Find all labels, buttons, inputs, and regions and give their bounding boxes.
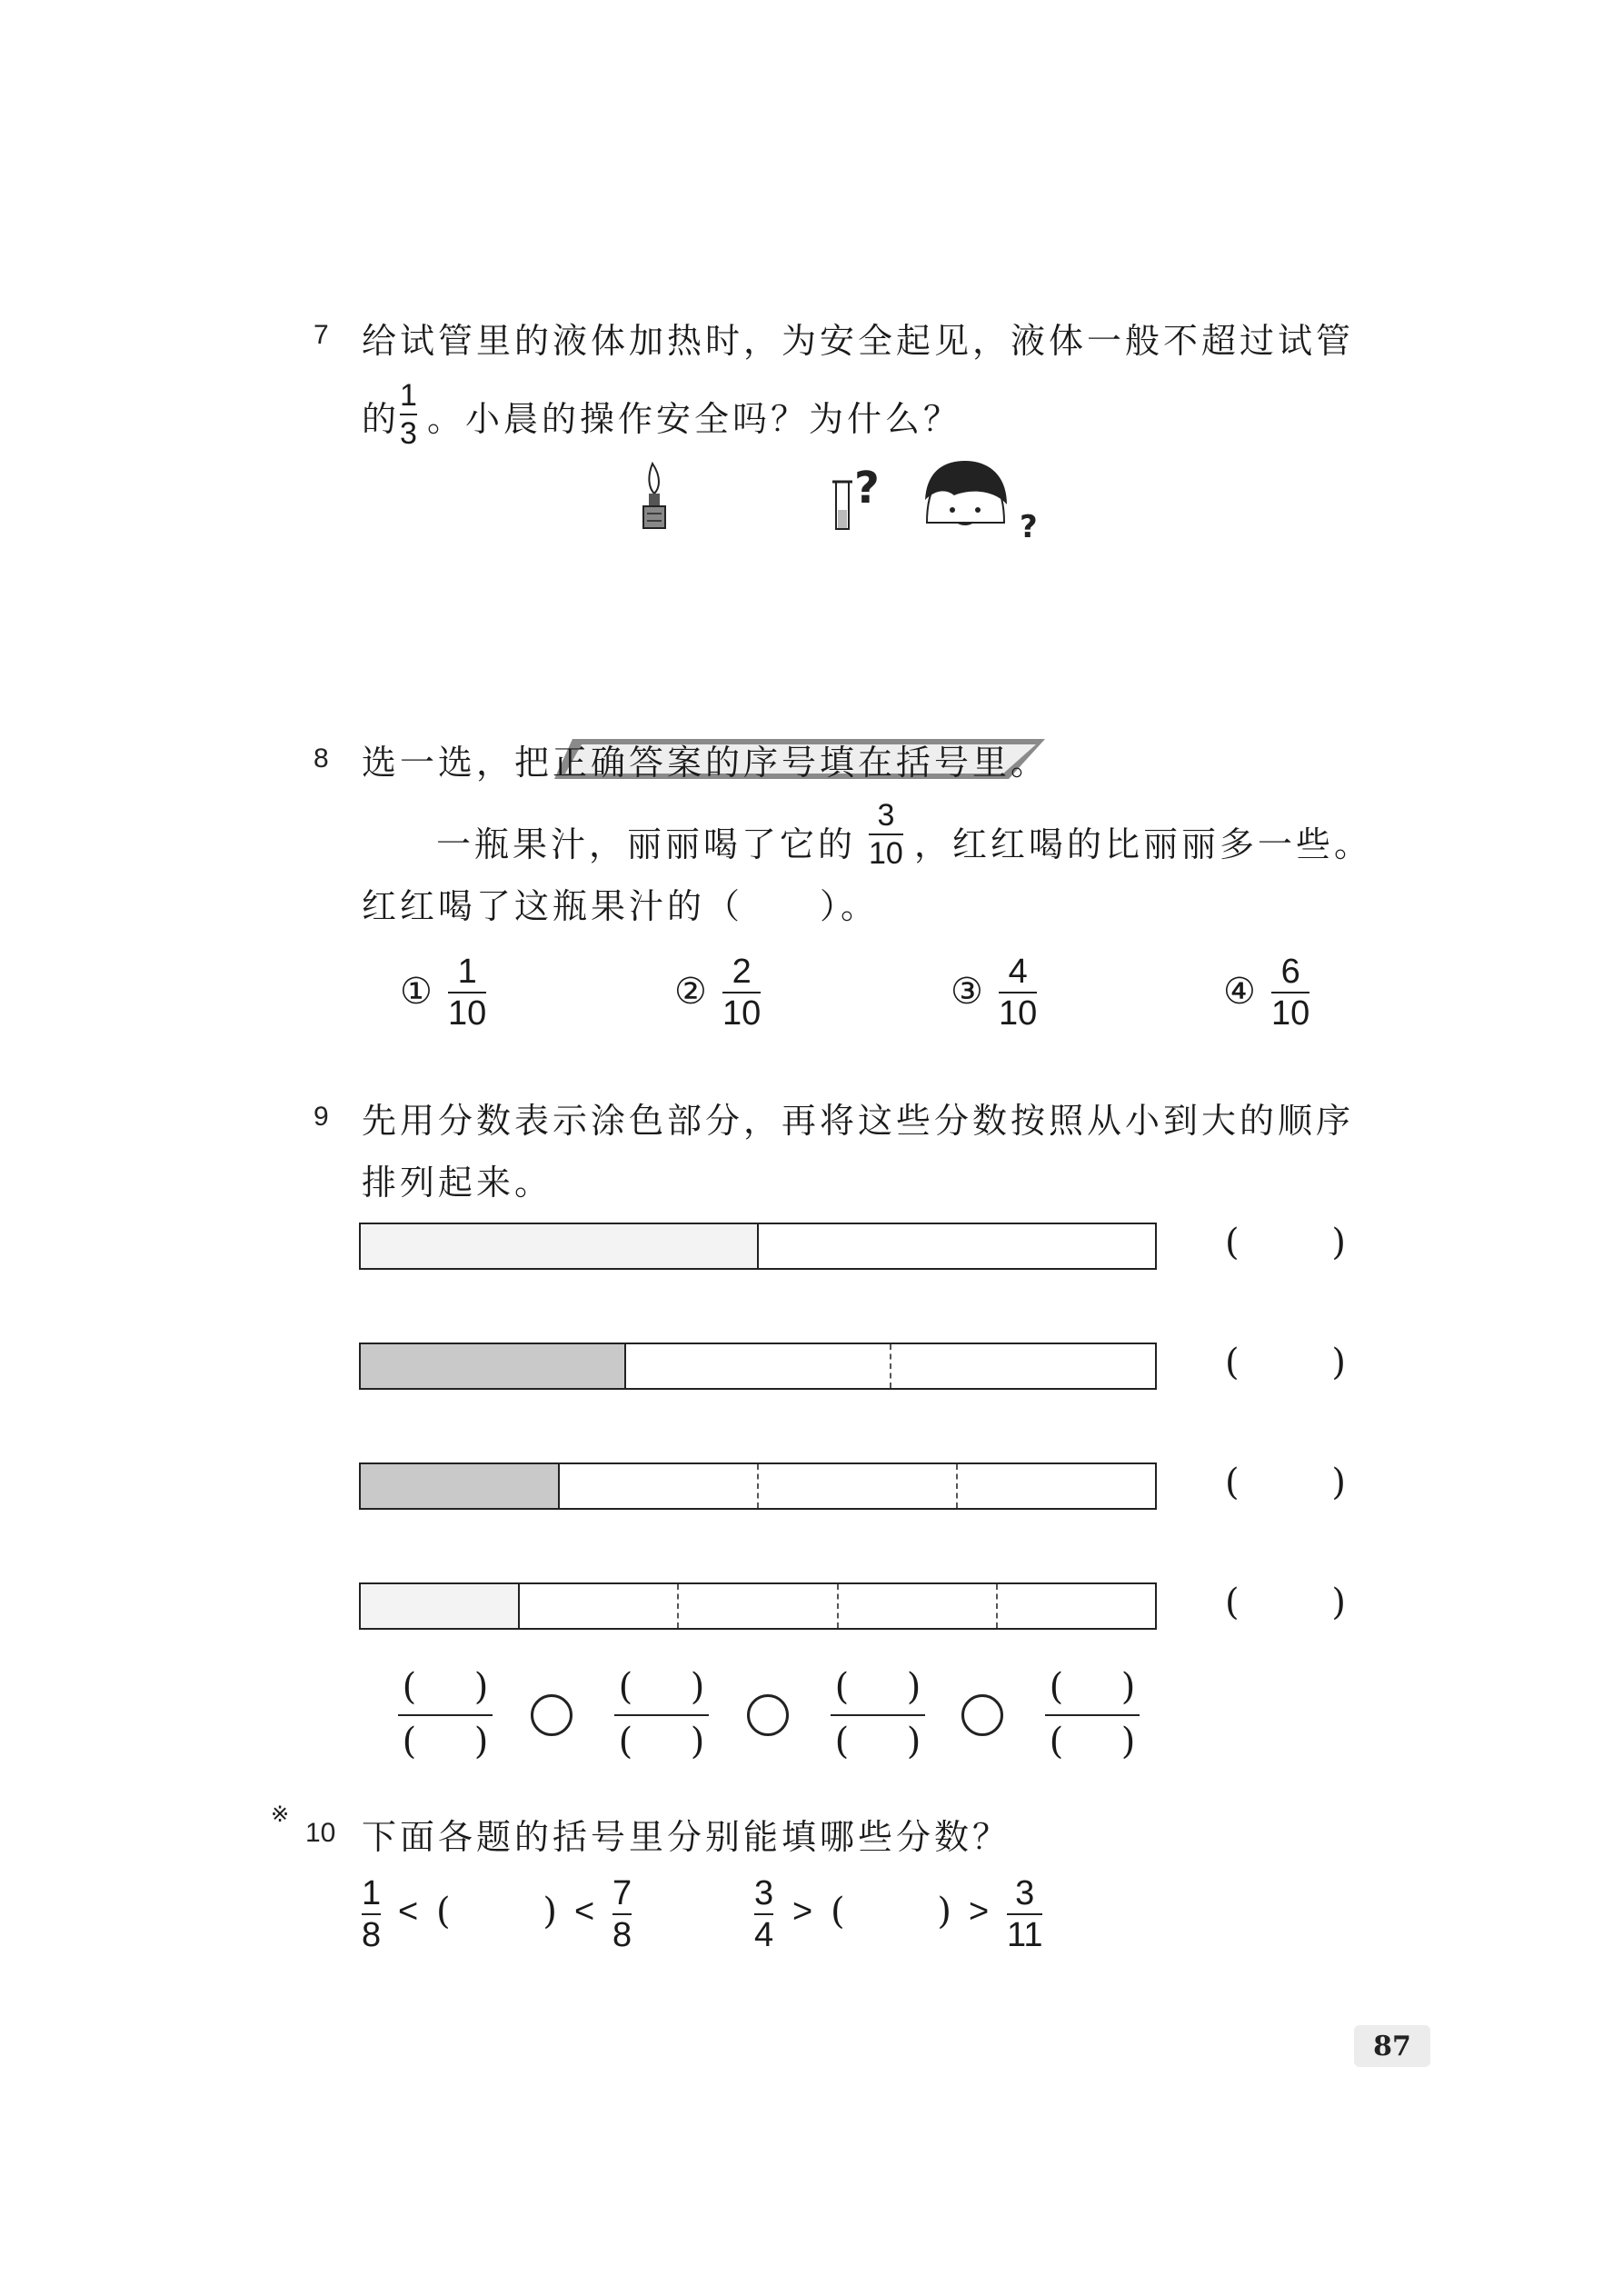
boy-face-icon — [925, 461, 1007, 524]
order-blank-1-denominator: ( ) — [402, 1721, 489, 1762]
q10-marker: ※ — [271, 1802, 290, 1827]
q8-option-4-bar — [1271, 992, 1309, 993]
strip-4-answer-blank[interactable]: ( ) — [1225, 1582, 1346, 1623]
ex2-right-bar — [1007, 1913, 1042, 1915]
q10-number: 10 — [305, 1818, 336, 1848]
order-blank-4-numerator: ( ) — [1049, 1666, 1136, 1708]
ex1-op1: < — [398, 1892, 423, 1931]
q8-option-3-fraction — [999, 954, 1037, 1031]
strip-1-part — [757, 1224, 1155, 1268]
q7-fraction-bar — [400, 414, 417, 415]
strip-3-part — [558, 1464, 757, 1508]
ex2-right-fraction — [1007, 1876, 1042, 1952]
ex2-op1: > — [792, 1892, 817, 1931]
q8-option-4-mark: ④ — [1223, 971, 1260, 1013]
ex2-blank[interactable]: ( ) — [831, 1891, 951, 1932]
order-fraction-blank-1[interactable] — [398, 1666, 493, 1762]
q8-option-4-fraction — [1271, 954, 1309, 1031]
strip-1-shaded-part — [361, 1224, 757, 1268]
q8-option-2-bar — [722, 992, 761, 993]
order-fraction-blank-3[interactable] — [831, 1666, 925, 1762]
strip-2-part — [624, 1344, 890, 1388]
order-blank-1-numerator: ( ) — [402, 1666, 489, 1708]
ex1-right-numerator: 7 — [612, 1874, 632, 1912]
ex1-op2: < — [574, 1892, 599, 1931]
fraction-strip-1 — [359, 1223, 1157, 1270]
ex2-left-fraction — [754, 1876, 773, 1952]
ex2-right-numerator: 3 — [1015, 1874, 1035, 1912]
ex1-right-bar — [612, 1913, 632, 1915]
strip-4-part — [837, 1584, 996, 1628]
q8-option-3-mark: ③ — [951, 971, 987, 1013]
strip-2-shaded-part — [361, 1344, 624, 1388]
page-number: 87 — [1354, 2025, 1430, 2067]
order-fraction-blank-4[interactable] — [1045, 1666, 1140, 1762]
question-mark-icon: ? — [854, 463, 880, 514]
q8-option-3-denominator: 10 — [999, 994, 1038, 1033]
q7-fraction — [400, 380, 417, 449]
q8-option-1-numerator: 1 — [457, 953, 477, 991]
q8-option-2-numerator: 2 — [732, 953, 752, 991]
order-blank-1-bar — [398, 1714, 493, 1716]
q8-fraction-numerator: 3 — [877, 798, 895, 833]
q8-line1-post: ，红红喝的比丽丽多一些。 — [914, 824, 1373, 864]
q7-fraction-denominator: 3 — [400, 416, 417, 451]
strip-3-part — [956, 1464, 1155, 1508]
strip-3-answer-blank[interactable]: ( ) — [1225, 1462, 1346, 1503]
order-blank-3-bar — [831, 1714, 925, 1716]
test-tube-icon — [832, 482, 852, 529]
q8-option-1-denominator: 10 — [448, 994, 487, 1033]
q8-option-4-denominator: 10 — [1271, 994, 1310, 1033]
q8-option-2-mark: ② — [674, 971, 711, 1013]
order-blank-4-denominator: ( ) — [1049, 1721, 1136, 1762]
q9-line1: 先用分数表示涂色部分，再将这些分数按照从小到大的顺序 — [362, 1101, 1355, 1141]
q9-number: 9 — [314, 1102, 329, 1132]
strip-2-answer-blank[interactable]: ( ) — [1225, 1342, 1346, 1383]
q8-number: 8 — [314, 744, 329, 774]
q7-illustration — [627, 450, 1063, 541]
ex1-left-numerator: 1 — [362, 1874, 382, 1912]
q7-fraction-numerator: 1 — [400, 378, 417, 413]
ex1-left-denominator: 8 — [362, 1916, 382, 1954]
compare-circle-1[interactable] — [531, 1694, 573, 1736]
strip-4-part — [518, 1584, 677, 1628]
order-blank-4-bar — [1045, 1714, 1140, 1716]
q8-option-1-mark: ① — [400, 971, 436, 1013]
order-blank-2-bar — [614, 1714, 709, 1716]
ex2-left-numerator: 3 — [754, 1874, 774, 1912]
order-blank-3-numerator: ( ) — [834, 1666, 921, 1708]
q8-line2: 红红喝了这瓶果汁的（ ）。 — [362, 886, 880, 926]
ex2-op2: > — [969, 1892, 993, 1931]
alcohol-lamp-icon — [643, 464, 665, 528]
q8-option-3-bar — [999, 992, 1037, 993]
strip-1-answer-blank[interactable]: ( ) — [1225, 1222, 1346, 1263]
q8-option-3-numerator: 4 — [1008, 953, 1028, 991]
ex1-right-fraction — [612, 1876, 632, 1952]
q7-line1: 给试管里的液体加热时，为安全起见，液体一般不超过试管 — [362, 321, 1355, 361]
q8-line1-pre: 一瓶果汁，丽丽喝了它的 — [436, 824, 857, 864]
order-blank-2-numerator: ( ) — [618, 1666, 705, 1708]
q10-text: 下面各题的括号里分别能填哪些分数？ — [362, 1817, 1011, 1857]
q8-option-4-numerator: 6 — [1280, 953, 1300, 991]
ex2-left-denominator: 4 — [754, 1916, 774, 1954]
ex1-blank[interactable]: ( ) — [436, 1891, 557, 1932]
ex1-left-bar — [362, 1913, 381, 1915]
q8-option-1-bar — [448, 992, 486, 993]
q7-line2-post: 。小晨的操作安全吗？为什么？ — [427, 399, 962, 439]
q8-fraction-denominator: 10 — [869, 836, 903, 871]
q8-option-1-fraction — [448, 954, 486, 1031]
order-blank-2-denominator: ( ) — [618, 1721, 705, 1762]
ex1-right-denominator: 8 — [612, 1916, 632, 1954]
fraction-strip-4 — [359, 1582, 1157, 1630]
q8-fraction-bar — [869, 834, 903, 835]
q8-option-2-denominator: 10 — [722, 994, 762, 1033]
q8-option-2-fraction — [722, 954, 761, 1031]
q8-fraction — [869, 800, 903, 869]
q8-instruction: 选一选，把正确答案的序号填在括号里。 — [362, 743, 1050, 783]
ex2-left-bar — [754, 1913, 773, 1915]
strip-4-shaded-part — [361, 1584, 518, 1628]
compare-circle-2[interactable] — [747, 1694, 789, 1736]
compare-circle-3[interactable] — [961, 1694, 1003, 1736]
strip-4-part — [996, 1584, 1155, 1628]
order-blank-3-denominator: ( ) — [834, 1721, 921, 1762]
fraction-strip-2 — [359, 1343, 1157, 1390]
strip-3-shaded-part — [361, 1464, 558, 1508]
q7-number: 7 — [314, 320, 329, 350]
strip-3-part — [757, 1464, 956, 1508]
question-mark-icon-small: ? — [1020, 509, 1038, 541]
ex2-right-denominator: 11 — [1007, 1916, 1043, 1954]
q9-line2: 排列起来。 — [362, 1163, 553, 1203]
fraction-strip-3 — [359, 1462, 1157, 1510]
order-fraction-blank-2[interactable] — [614, 1666, 709, 1762]
strip-4-part — [677, 1584, 836, 1628]
ex1-left-fraction — [362, 1876, 381, 1952]
q7-line2-pre: 的 — [362, 399, 401, 439]
strip-2-part — [890, 1344, 1155, 1388]
